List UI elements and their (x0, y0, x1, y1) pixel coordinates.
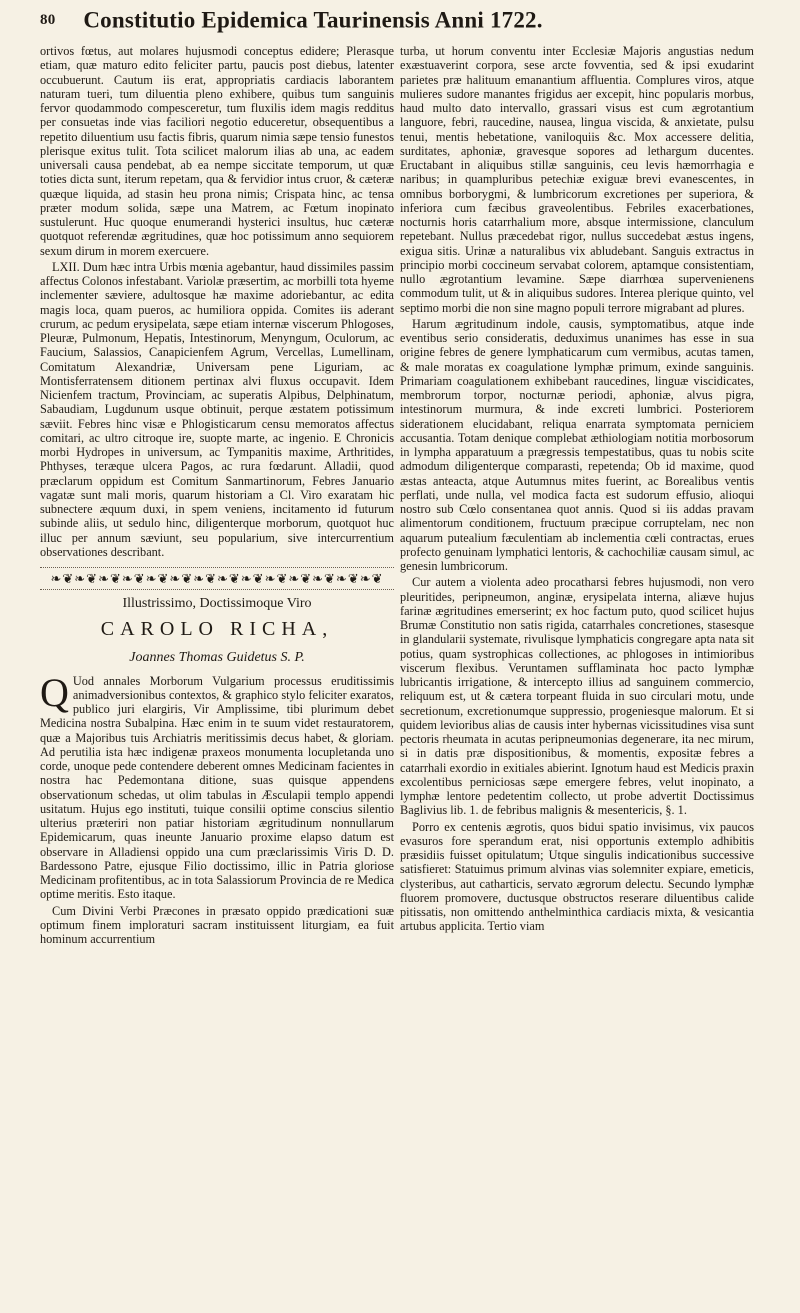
paragraph: LXII. Dum hæc intra Urbis mœnia agebantur, haud dissimiles passim affectus Colonos infestabant. Variolæ præsertim, ac morbilli tota hyeme inclementer sæviere, adultosque hæ maxime adoriebantur, ac edita magis loca, quam pueros, ac humiliora oppida. Comites iis aderant crurum, ac pedum erysipelata, sæpe etiam internæ viscerum Phlogoses, Pleuræ, Pulmonum, Hepatis, Intestinorum, Menyngum, Oculorum, ac Faucium, Salassios, Canapicienfem Agrum, Vercellas, Lumellinam, Comitatum Alexandriæ, Universam pene Liguriam, ac Montisferratensem ditionem pertinax alvi fluxus occupavit. Idem Nicienfem tractum, Provinciam, ac superatis Alpibus, Delphinatum, Sabaudiam, Lugdunum usque obtinuit, perque æstatem potissimum sæviit. Febres hinc visæ e Phlogisticarum censu memoratos affectus comitari, ac ultro citroque ire, suopte marte, ac ingenio. E Chronicis morbi Hydropes in universum, ac Tympanitis maxime, Arthritides, Phthyses, teræque ulcera Pagos, ac rura fœdarunt. Alladii, quod præclarum oppidum est Comitum Sanmartinorum, Febres Januario vagatæ sunt mali moris, quarum historiam a Cl. Viro exaratam hic subnectere æquum duxi, in spem veniens, incitamento id futurum subinde aliis, ut sedulo hinc, diligenterque morborum, quotquot huc illuc per annum sæviunt, seu popularium, sive intercurrentium observationes describant. (40, 259, 394, 559)
paragraph: Cum Divini Verbi Præcones in præsato oppido prædicationi suæ optimum finem imploraturi sacram instituissent liturgiam, ea fuit hominum accurrentium (40, 903, 394, 947)
left-column (40, 44, 394, 948)
paragraph: Cur autem a violenta adeo procatharsi febres hujusmodi, non vero pleuritides, peripneumon, anginæ, erysipelata interna, aliæve hujus farinæ ægritudines emerserint; ex hoc factum puto, quod scilicet hujus Brumæ Constitutio non satis rigida, catarrhales concretiones, stasesque in glandularii systemate, rivulisque lymphaticis congregare apta nata sit potius, quam systrophicas collectiones, ac phlogoses in intimioribus viscerum flexibus. Veruntamen sufflaminata hoc pacto lymphæ lubricantis irrigatione, & intercepto illius ad sanguinem commercio, reliquum est, ut & cætera torpeant fluida in suo circulari motu, unde secretionum, excretionumque suppressio, progeniesque malorum. Et si quidem levioribus alias de causis inter hybernas vicissitudines visa sunt pectoris rheumata in acutas peripneumonias degenerare, ita nec mirum, si in datis præ dispositionibus, & momentis, expositæ febres a catarrhali exordio in exitiales abierint. Ignotum haud est Medicis praxin excolentibus perniciosas sæpe emergere febres, velut inopinato, a lymphæ lentore pedetentim collecto, ut probe advertit Doctissimus Baglivius lib. 1. de febribus malignis & mesentericis, §. 1. (400, 575, 754, 818)
right-column (400, 44, 754, 936)
letter-addressee: CAROLO RICHA, (100, 618, 334, 641)
drop-cap: Q (40, 669, 69, 715)
page-header (40, 6, 790, 40)
paragraph-text: Uod annales Morborum Vulgarium processus eruditissimis animadversionibus contextos, & graphico stylo feliciter exaratos, publico juri elargiris, Vir Amplissime, tibi plurimum debet Medicina nostra Subalpina. Hæc enim in te suum videt restauratorem, quæ a Majoribus tuis Archiatris meritissimis decus habet, & gloriam. Ad perutilia ista hæc indigenæ praxeos monumenta locupletanda uno corde, unoque pede contendere deberent omnes Medicinam facientes in nostra hac Pedemontana ditione, suas quisque appendens observationum schedas, ut olim tabulas in Æsculapii templo appendi usitatum. Hujus ego instituti, tuique consilii optime conscius silentio ulterius præteriri non patiar historiam ægritudinum nonnullarum Epidemicarum, quas ineunte Januario proxime elapso datum est observare in Alladiensi oppido una cum præclarissimis Viris D. D. Bardessono Patre, ejusque Filio doctissimo, illic in Patria gloriose Medicinam profitentibus, ac in tota Salassiorum Provincia de re Medica optime meritis. Esto itaque. (40, 673, 394, 902)
letter-salutation: Illustrissimo, Doctissimoque Viro (122, 596, 312, 612)
paragraph: Porro ex centenis ægrotis, quos bidui spatio invisimus, vix paucos evasuros fore sperandum erat, nisi opportunis extemplo adhibitis præsidiis fuisset opitulatum; Utque singulis indicationibus successive satisfieret: Statuimus primum alvinas vias solemniter expiare, emeticis, clysteribus, aut catharticis, servato ægrorum delectu. Secundo lymphæ fluorem promovere, ductusque obstructos reserare diluentibus calide pitissatis, non omittendo anthelminthica cardiacis mixta, & vesicantia artubus applicita. Tertio viam (400, 819, 754, 934)
running-title: Constitutio Epidemica Taurinensis Anni 1722. (83, 7, 543, 33)
page-number: 80 (40, 12, 56, 29)
decorative-ornament-band: ❧❦❧❦❧❦❧❦❧❦❧❦❧❦❧❦❧❦❧❦❧❦❧❦❧❦❧❦ (40, 567, 394, 590)
paragraph-with-dropcap (40, 669, 394, 902)
letter-author: Joannes Thomas Guidetus S. P. (129, 649, 305, 665)
paragraph: Harum ægritudinum indole, causis, symptomatibus, atque inde eventibus serio consideratis, deduximus unanimes has esse in sua origine febres de genere lymphaticarum cum vermibus, acutas tamen, & male moratas ex coagulatione lymphæ primum, exinde sanguinis. Primariam coagulationem exhibebant raucedines, linguæ viscidicates, membrorum torpor, nocturnæ periodi, aphoniæ, alvus pigra, intestinorum murmura, & inde excreti lumbrici. Posteriorem siderationem elucidabant, reliqua enarrata symptomata perniciem accusantia. Totam denique complebat æthiologiam notitia morbosorum in lympha apparatuum a prægressis tempestatibus, quas tu nobis scite admodum diligenterque comparasti, repetenda; Ob id maxime, quod æstas anteacta, atque Autumnus mites fuerint, ac Borealibus ventis perflati, unde nulla, vel modica facta est sudorum effusio, alioqui nostro sub Cœlo consentanea quot annis. Quod si iis addas pravam alimentorum conditionem, fructuum præcipue corruptelam, nec non aquarum putealium fæculentiam ab inclementia cœli contractas, erues profecto genuinam lymphatici lentoris, & cachochiliæ causam simul, ac genesin lumbricorum. (400, 316, 754, 573)
paragraph: ortivos fœtus, aut molares hujusmodi conceptus edidere; Plerasque etiam, quæ maturo edito feliciter partu, paucis post diebus, latenter occubuerunt. Cautum iis erat, appropriatis cardiacis laborantem naturam tueri, tum diluentia pleno exhibere, quibus tum sanguinis fervor quodammodo compesceretur, tum fluxilis idem magis redditus per consuetas inde vias faciliori negotio educeretur, obsequentibus a repetito diluentium usu factis fibris, quarum nimia sæpe tensio funestos plerisque exitus tulit. Tota scilicet malorum ilias ab una, ac eadem universali causa pendebat, ab ea nempe siccitate temporum, ut quæ toties dicta sunt, iterum repetam, qua & fervidior intus cruor, & cæteræ quæque liquida, ad stasin heu prona nimis; Crispata hinc, ac tensa præter modum solida, sæpe una Matrem, ac Fœtum inopinato sustulerunt. Huc quoque enumerandi hysterici insultus, huc cæteræ quotquot referendæ ægritudines, quæ hoc potissimum anno sequiorem sexum dirum in morem exercuere. (40, 44, 394, 258)
paragraph: turba, ut horum conventu inter Ecclesiæ Majoris angustias nedum exæstuaverint corpora, sese arcte fovventia, sed & ipsi exudarint parietes præ halituum emanantium affluentia. Complures viros, atque mulieres sudore manantes frigidus aer excepit, hinc popularis morbus, haud multo dato intervallo, grassari visus est cum ægrotantium languore, febri, raucedine, nausea, lingua viscida, & anxietate, pulsu tenui, mentis hebetatione, vaniloquiis &c. Mox accessere delitia, surditates, aphoniæ, gravesque sopores ad lethargum ducentes. Eructabant in aliquibus stillæ sanguinis, ceu levis hæmorrhagia e naribus; in quampluribus petechiæ exiguæ brevi evanescentes, in omnibus borborygmi, & lumbricorum excretiones per superiora, & inferiora cum fæcibus graveolentibus. Febriles exacerbationes, nocturnis horis catarrhalium more, absque intermissione, clanculum repetebant. Nullus præcedebat rigor, nullus succedebat æstus ingens, exigua sitis. Urinæ a naturalibus vix abludebant. Sanguis extractus in principio morbi coccineum servabat colorem, aptamque consistentiam, nullo ægrotantium levamine. Sæpe diarrhœa supervenienens commodum tulit, ut & in aliquibus sudores. Interea plerique quinto, vel septimo morbi die non sine magno populi terrore migrabant ad plures. (400, 44, 754, 315)
